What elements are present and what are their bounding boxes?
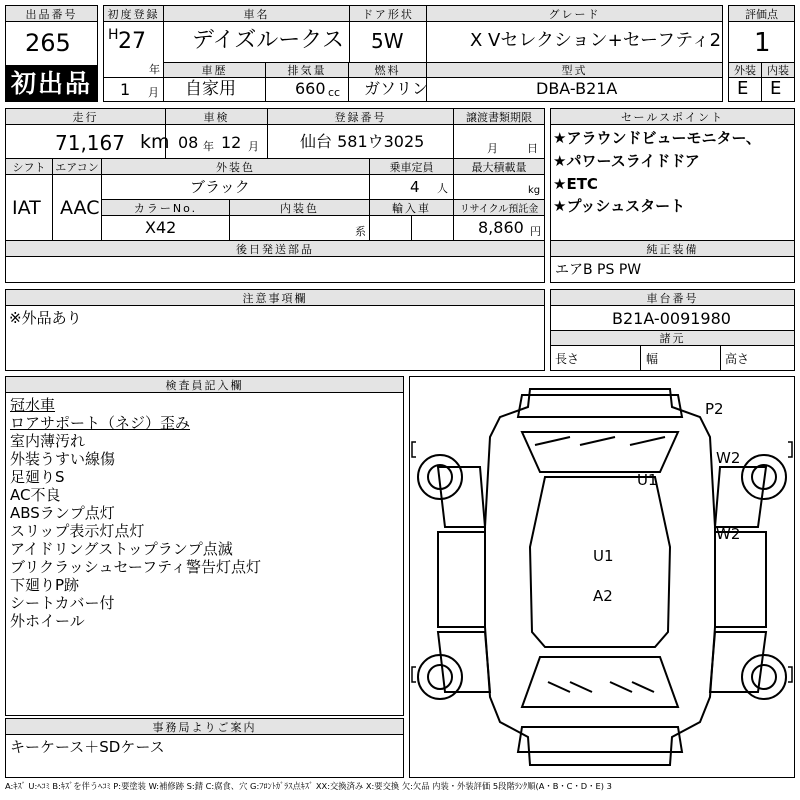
fuel-label: 燃料: [349, 63, 426, 77]
first-reg-month: 1: [120, 80, 131, 99]
notes-label: 注意事項欄: [6, 290, 544, 305]
history-label: 車歴: [164, 63, 265, 77]
transfer-month-unit: 月: [487, 142, 498, 155]
remark-item: 下廻りP跡: [10, 576, 80, 594]
model-code: DBA-B21A: [536, 79, 618, 98]
ac: AAC: [60, 197, 100, 219]
inspection-month-unit: 月: [248, 140, 259, 153]
color-label: 外装色: [102, 159, 369, 174]
displacement-label: 排気量: [266, 63, 348, 77]
inspector-remarks: [10, 396, 261, 630]
office-label: 事務局よりご案内: [6, 719, 403, 734]
first-reg-year: 27: [118, 29, 146, 54]
remark-item: 外装うすい線傷: [10, 450, 116, 468]
door-type: 5W: [371, 29, 404, 53]
recycle-unit: 円: [530, 225, 541, 238]
interior-color-label: 内装色: [230, 200, 369, 215]
damage-mark: U1: [593, 547, 614, 565]
height-label: 高さ: [725, 352, 750, 366]
month-unit: 月: [148, 86, 159, 99]
remark-item: ブリクラッシュセーフティ警告灯点灯: [10, 558, 261, 576]
later-parts-label: 後日発送部品: [6, 241, 544, 256]
remark-item: シートカバー付: [10, 594, 115, 612]
history: 自家用: [185, 79, 236, 99]
remark-item: 足廻りS: [10, 468, 65, 486]
score: 1: [754, 28, 771, 58]
transfer-day-unit: 日: [527, 142, 538, 155]
load-unit: kg: [528, 185, 541, 196]
remark-item: ABSランプ点灯: [10, 504, 115, 522]
office-text: キーケース＋SDケース: [10, 738, 165, 756]
color-no: X42: [145, 218, 177, 237]
inspection-year-unit: 年: [203, 140, 214, 153]
remark-item: ロアサポート（ネジ）歪み: [10, 414, 191, 432]
chassis-number: B21A-0091980: [612, 309, 731, 328]
score-label: 評価点: [729, 6, 794, 21]
plate-label: 登録番号: [268, 109, 453, 124]
sales-point: ★アラウンドビューモニター、: [553, 129, 761, 147]
lot-number-label: 出品番号: [6, 6, 97, 21]
notes-text: ※外品あり: [9, 309, 82, 327]
car-outline-icon: [410, 377, 794, 777]
model-label: 型式: [427, 63, 722, 77]
mileage-label: 走行: [6, 109, 165, 124]
remark-item: スリップ表示灯点灯: [10, 522, 145, 540]
chassis-label: 車台番号: [551, 290, 794, 305]
plate-number: 仙台 581ウ3025: [300, 132, 425, 151]
capacity-unit: 人: [437, 182, 448, 195]
door-label: ドア形状: [350, 6, 426, 21]
remark-item: 室内薄汚れ: [10, 432, 86, 450]
first-listing-badge: 初出品: [6, 66, 97, 101]
damage-diagram: [409, 376, 795, 778]
displacement-unit: cc: [328, 86, 341, 99]
mileage-unit: km: [140, 131, 170, 153]
equipment: エアB PS PW: [555, 262, 642, 278]
dims-label: 諸元: [551, 331, 794, 345]
sales-point: ★パワースライドドア: [553, 152, 700, 170]
inspection-month: 12: [221, 133, 242, 152]
grade: X Vセレクション+セーフティ2: [470, 30, 722, 51]
capacity-label: 乗車定員: [370, 159, 453, 174]
inspector-label: 検査員記入欄: [6, 377, 403, 392]
shift-label: シフト: [6, 159, 52, 174]
car-name: デイズルークス: [192, 28, 345, 53]
damage-mark: W2: [716, 449, 741, 467]
exterior-label: 外装: [729, 63, 761, 77]
import-label: 輸入車: [370, 200, 453, 215]
wheel-icon: [418, 455, 786, 699]
remark-item: アイドリングストップランプ点滅: [10, 540, 233, 558]
equipment-label: 純正装備: [551, 241, 794, 256]
remark-item: 外ホイール: [10, 612, 85, 630]
first-reg-label: 初度登録: [104, 6, 163, 21]
damage-mark: W2: [716, 525, 741, 543]
sales-point: ★プッシュスタート: [553, 197, 686, 215]
width-label: 幅: [646, 352, 659, 366]
transfer-label: 譲渡書類期限: [454, 109, 544, 124]
length-label: 長さ: [555, 352, 580, 366]
inspection-label: 車検: [166, 109, 267, 124]
lot-number: 265: [25, 29, 71, 57]
year-unit: 年: [149, 63, 160, 76]
damage-mark: P2: [705, 400, 724, 418]
inspection-year: 08: [178, 133, 199, 152]
damage-mark: U1: [637, 471, 658, 489]
mileage: 71,167: [55, 131, 125, 155]
car-name-label: 車名: [164, 6, 349, 21]
interior-grade: E: [770, 78, 782, 99]
recycle-label: リサイクル預託金: [454, 200, 544, 215]
remark-item: AC不良: [10, 486, 61, 504]
capacity: 4: [410, 178, 420, 196]
load-label: 最大積載量: [454, 159, 544, 174]
grade-label: グレード: [427, 6, 722, 21]
interior-color-unit: 系: [355, 225, 366, 238]
shift: IAT: [12, 197, 41, 219]
remark-item: 冠水車: [10, 396, 56, 414]
displacement: 660: [295, 79, 326, 98]
interior-label: 内装: [762, 63, 794, 77]
ac-label: エアコン: [53, 159, 101, 174]
sales-point: ★ETC: [553, 175, 598, 193]
color-no-label: カラーNo.: [102, 200, 229, 215]
era: H: [108, 27, 119, 43]
sales-points-label: セールスポイント: [551, 109, 794, 124]
damage-mark: A2: [593, 587, 613, 605]
legend: A:ｷｽﾞ U:ﾍｺﾐ B:ｷｽﾞを伴うﾍｺﾐ P:要塗装 W:補修跡 S:錆 C:腐食、穴 G:ﾌﾛﾝﾄｶﾞﾗｽ点ｷｽﾞ XX:交換済み X:要交換 欠:欠品 内装・外装評価 5段階ﾗﾝｸ順(A・B・C・D・E) 3: [5, 781, 612, 791]
exterior-color: ブラック: [190, 178, 250, 196]
recycle-fee: 8,860: [478, 218, 524, 237]
fuel: ガソリン: [364, 79, 429, 98]
exterior-grade: E: [737, 78, 749, 99]
